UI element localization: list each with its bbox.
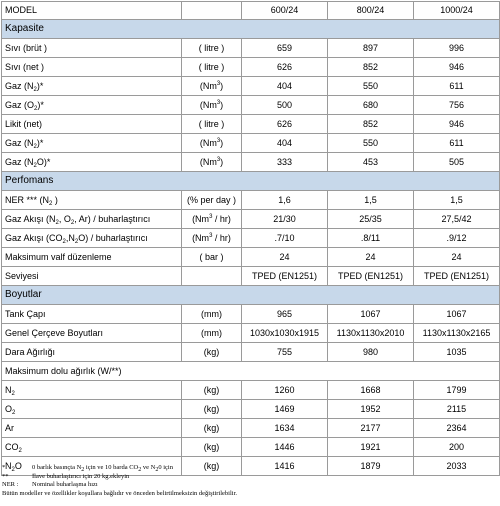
value-600: .7/10 [242,229,328,248]
value-600: 659 [242,39,328,58]
value-1000: 946 [414,58,500,77]
row-unit: (kg) [182,419,242,438]
table-row [2,58,500,77]
value-1000: 611 [414,77,500,96]
spec-sheet [1,1,499,476]
row-label: Maksimum valf düzenleme [2,248,182,267]
footnotes [2,464,498,498]
value-1000: 1067 [414,305,500,324]
footnote-text: 0 barlık basınçta $N_2$ için ve 10 barda $CO_2$ ve $N_20$ için [32,464,173,473]
table-row [2,115,500,134]
row-label: Gaz $(O_2)*$ [2,96,182,115]
value-800: 1130x1130x2010 [328,324,414,343]
value-800: 550 [328,77,414,96]
value-800: 1952 [328,400,414,419]
value-1000: 1035 [414,343,500,362]
section-capacity [2,20,500,39]
value-600: 404 [242,134,328,153]
value-600: 24 [242,248,328,267]
value-600: 626 [242,115,328,134]
value-600: TPED (EN1251) [242,267,328,286]
row-label: $N_2O$ [2,457,182,476]
value-600: 1634 [242,419,328,438]
row-unit: (Nm$^3$ / hr) [182,210,242,229]
value-600: 1030x1030x1915 [242,324,328,343]
value-800: 1,5 [328,191,414,210]
table-row [2,267,500,286]
value-800: 680 [328,96,414,115]
header-unit-cell [182,2,242,20]
value-1000: 996 [414,39,500,58]
row-unit: ( bar ) [182,248,242,267]
section-title-performance: Perfomans [2,172,500,191]
value-1000: 2115 [414,400,500,419]
value-1000: 1799 [414,381,500,400]
row-unit: (kg) [182,400,242,419]
row-unit: (kg) [182,438,242,457]
row-label: Seviyesi [2,267,182,286]
value-600: 626 [242,58,328,77]
table-row [2,39,500,58]
row-unit: (kg) [182,381,242,400]
row-unit: (% per day ) [182,191,242,210]
value-800: 550 [328,134,414,153]
row-label: Sıvı (net ) [2,58,182,77]
table-row [2,96,500,115]
value-1000: TPED (EN1251) [414,267,500,286]
value-1000: .9/12 [414,229,500,248]
table-row [2,248,500,267]
row-unit: (mm) [182,305,242,324]
footnote-2 [2,473,498,482]
section-title-capacity: Kapasite [2,20,500,39]
value-800: 24 [328,248,414,267]
row-unit: (Nm$^3$) [182,77,242,96]
value-600: 21/30 [242,210,328,229]
row-unit: (kg) [182,457,242,476]
value-1000: 2364 [414,419,500,438]
value-1000: 200 [414,438,500,457]
table-row [2,191,500,210]
footnote-text: İlave buharlaştırıcı için 20 kg.ekleyin [32,472,130,480]
table-row [2,343,500,362]
value-800: 1668 [328,381,414,400]
header-row [2,2,500,20]
model-1000-24: 1000/24 [414,2,500,20]
section-performance [2,172,500,191]
value-600: 404 [242,77,328,96]
max-weight-title: Maksimum dolu ağırlık (W/**) [2,362,500,381]
value-1000: 24 [414,248,500,267]
value-1000: 1130x1130x2165 [414,324,500,343]
value-600: 1,6 [242,191,328,210]
row-label: Tank Çapı [2,305,182,324]
footnote-mark: NER : [2,481,19,488]
model-800-24: 800/24 [328,2,414,20]
row-label: $O_2$ [2,400,182,419]
row-unit: (mm) [182,324,242,343]
value-1000: 1,5 [414,191,500,210]
value-800: 25/35 [328,210,414,229]
value-600: 1260 [242,381,328,400]
value-800: 980 [328,343,414,362]
row-label: Genel Çerçeve Boyutları [2,324,182,343]
value-600: 1446 [242,438,328,457]
value-800: 2177 [328,419,414,438]
value-600: 333 [242,153,328,172]
row-label: Gaz Akışı $(CO_2,N_2O)$ / buharlaştırıcı [2,229,182,248]
footnote-mark: ** [2,472,9,480]
value-600: 1416 [242,457,328,476]
table-row [2,438,500,457]
footnote-4 [2,490,498,499]
footnote-mark: * [2,464,6,471]
table-row [2,324,500,343]
row-label: Gaz Akışı ($N_2$, $O_2$, Ar) / buharlaştırıcı [2,210,182,229]
table-row [2,210,500,229]
row-unit [182,267,242,286]
footnote-text: Nominal buharlaşma hızı [32,481,98,488]
footnote-3 [2,481,498,490]
row-label: NER *** ($N_2$ ) [2,191,182,210]
value-800: 1067 [328,305,414,324]
footnote-text: Bütün modeller ve özellikler koşullara bağlıdır ve önceden belirtilmeksizin değiştirilebilir. [2,489,238,497]
value-800: 1921 [328,438,414,457]
table-row [2,305,500,324]
table-row [2,400,500,419]
row-unit: ( litre ) [182,115,242,134]
value-800: 852 [328,115,414,134]
value-800: .8/11 [328,229,414,248]
model-label: MODEL [2,2,182,20]
value-600: 1469 [242,400,328,419]
row-unit: ( litre ) [182,39,242,58]
row-unit: (Nm$^3$) [182,153,242,172]
value-600: 500 [242,96,328,115]
footnote-1 [2,464,498,473]
value-1000: 756 [414,96,500,115]
row-unit: ( litre ) [182,58,242,77]
value-800: 1879 [328,457,414,476]
row-label: $N_2$ [2,381,182,400]
value-600: 755 [242,343,328,362]
row-label: Gaz $(N_2O)*$ [2,153,182,172]
table-row [2,153,500,172]
row-label: Likit (net) [2,115,182,134]
row-unit: (Nm$^3$) [182,96,242,115]
value-1000: 946 [414,115,500,134]
section-title-dimensions: Boyutlar [2,286,500,305]
section-dimensions [2,286,500,305]
row-label: Gaz $(N_2)*$ [2,134,182,153]
row-label: Ar [2,419,182,438]
value-800: 453 [328,153,414,172]
table-row [2,229,500,248]
row-unit: (Nm$^3$ / hr) [182,229,242,248]
table-row [2,134,500,153]
spec-table [1,1,500,476]
max-weight-row [2,362,500,381]
value-1000: 611 [414,134,500,153]
table-row [2,419,500,438]
value-1000: 2033 [414,457,500,476]
row-label: Gaz $(N_2)*$ [2,77,182,96]
value-800: 852 [328,58,414,77]
row-unit: (Nm$^3$) [182,134,242,153]
value-600: 965 [242,305,328,324]
row-label: $CO_2$ [2,438,182,457]
value-1000: 505 [414,153,500,172]
model-600-24: 600/24 [242,2,328,20]
value-800: TPED (EN1251) [328,267,414,286]
table-row [2,77,500,96]
row-label: Dara Ağırlığı [2,343,182,362]
row-unit: (kg) [182,343,242,362]
table-row [2,381,500,400]
value-1000: 27,5/42 [414,210,500,229]
row-label: Sıvı (brüt ) [2,39,182,58]
value-800: 897 [328,39,414,58]
